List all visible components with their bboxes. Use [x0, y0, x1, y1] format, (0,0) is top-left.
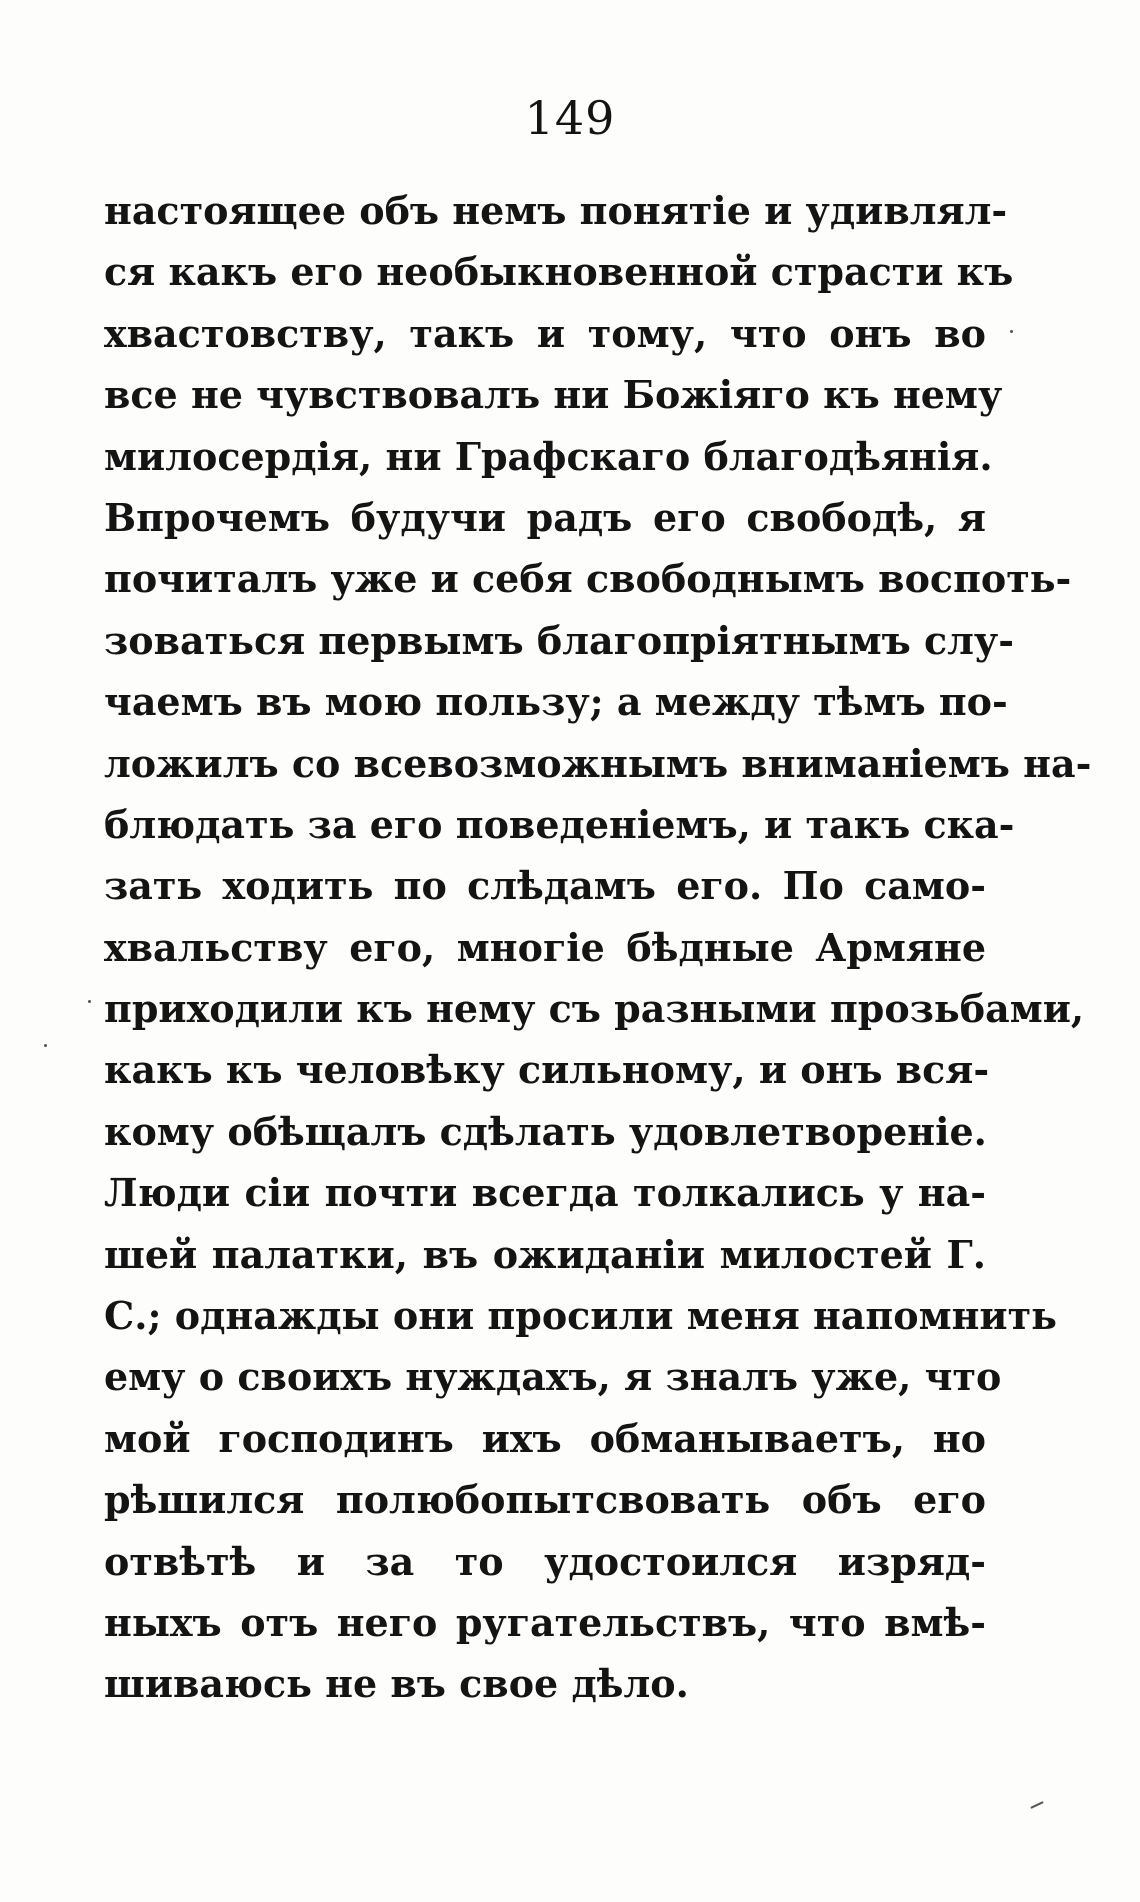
- text-line: настоящее объ немъ понятіе и удивлял-: [104, 188, 1008, 233]
- text-line: хвальству его, многіе бѣдные Армяне: [104, 924, 986, 970]
- text-line: кому обѣщалъ сдѣлать удовлетвореніе.: [104, 1108, 987, 1154]
- text-line: зать ходить по слѣдамъ его. По само-: [104, 863, 986, 909]
- text-line: приходили къ нему съ разными прозьбами,: [104, 986, 1085, 1032]
- text-line: Впрочемъ будучи радъ его свободѣ, я: [104, 494, 986, 540]
- text-line: мой господинъ ихъ обманываетъ, но: [104, 1415, 986, 1461]
- text-line: все не чувствовалъ ни Божіяго къ нему: [104, 372, 1003, 418]
- body-text: [104, 180, 1092, 1715]
- text-line: хвастовству, такъ и тому, что онъ во: [104, 310, 986, 356]
- text-line: шей палатки, въ ожиданіи милостей Г.: [104, 1231, 986, 1277]
- text-line: ныхъ отъ него ругательствъ, что вмѣ-: [104, 1599, 986, 1645]
- text-line: чаемъ въ мою пользу; а между тѣмъ по-: [104, 679, 1008, 725]
- text-line: шиваюсь не въ свое дѣло.: [104, 1661, 689, 1707]
- text-line: зоваться первымъ благопріятнымъ слу-: [104, 617, 1014, 663]
- print-speck: [88, 1000, 91, 1003]
- text-line: ложилъ со всевозможнымъ вниманіемъ на-: [104, 740, 1092, 786]
- text-line: ему о своихъ нуждахъ, я зналъ уже, что: [104, 1354, 1002, 1400]
- text-line: какъ къ человѣку сильному, и онъ вся-: [104, 1047, 990, 1093]
- text-line: С.; однажды они просили меня напомнить: [104, 1293, 1057, 1339]
- text-line: отвѣтѣ и за то удостоился изряд-: [104, 1538, 986, 1584]
- page-number: 149: [524, 91, 616, 145]
- text-line: рѣшился полюбопытсвовать объ его: [104, 1477, 986, 1523]
- print-speck: [1030, 1801, 1044, 1809]
- text-line: ся какъ его необыкновенной страсти къ: [104, 249, 1014, 295]
- text-line: почиталъ уже и себя свободнымъ воспоть-: [104, 556, 1072, 602]
- text-line: Люди сіи почти всегда толкались у на-: [104, 1170, 986, 1216]
- print-speck: [44, 1044, 47, 1047]
- text-line: блюдать за его поведеніемъ, и такъ ска-: [104, 801, 1015, 847]
- print-speck: [1010, 330, 1013, 333]
- text-line: милосердія, ни Графскаго благодѣянія.: [104, 433, 993, 479]
